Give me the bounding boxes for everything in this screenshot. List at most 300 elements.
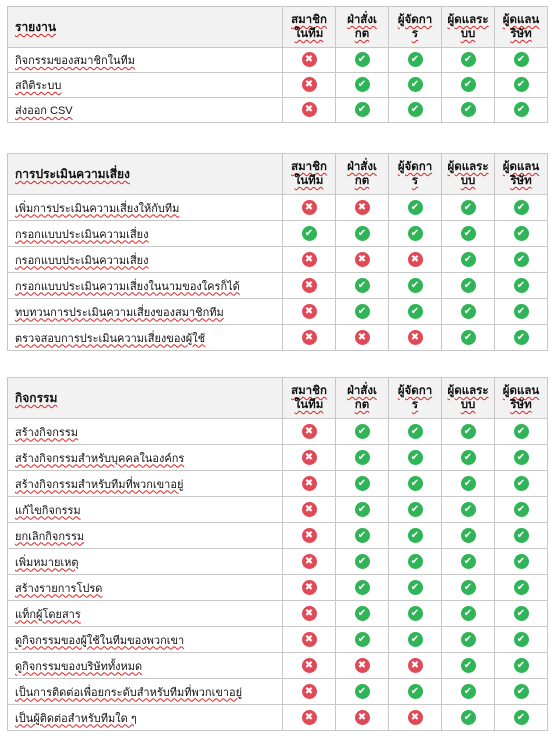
check-circle-icon: ✔ (355, 226, 370, 241)
check-circle-icon: ✔ (461, 77, 476, 92)
permission-cell (336, 419, 389, 445)
permission-label-cell (8, 497, 283, 523)
role-column-header (283, 7, 336, 48)
table-row (8, 48, 548, 73)
check-circle-icon: ✔ (514, 278, 529, 293)
cross-circle-icon: ✖ (302, 710, 317, 725)
check-circle-icon: ✔ (514, 424, 529, 439)
permission-label: เป็นการติดต่อเพื่อยกระดับสำหรับทีมที่พวกเขาอยู่ (15, 686, 243, 699)
role-header-line: ร (411, 399, 419, 411)
permission-cell (283, 419, 336, 445)
check-circle-icon: ✔ (461, 330, 476, 345)
permission-cell (283, 601, 336, 627)
permissions-table (7, 377, 548, 731)
permission-cell (442, 653, 495, 679)
check-circle-icon: ✔ (461, 528, 476, 543)
permission-label-cell (8, 653, 283, 679)
role-header-line: ผู้ดแลน (502, 161, 540, 173)
role-column-header (336, 154, 389, 195)
cross-circle-icon: ✖ (302, 278, 317, 293)
permission-cell (495, 195, 548, 221)
permission-cell (283, 221, 336, 247)
table-row (8, 653, 548, 679)
check-circle-icon: ✔ (408, 278, 423, 293)
check-circle-icon: ✔ (461, 304, 476, 319)
role-column-header (389, 378, 442, 419)
check-circle-icon: ✔ (514, 658, 529, 673)
role-column-header (442, 7, 495, 48)
cross-circle-icon: ✖ (302, 102, 317, 117)
permission-cell (442, 497, 495, 523)
check-circle-icon: ✔ (514, 580, 529, 595)
permission-cell (283, 549, 336, 575)
permission-cell (495, 471, 548, 497)
section-title (8, 154, 283, 195)
cross-circle-icon: ✖ (302, 200, 317, 215)
check-circle-icon: ✔ (408, 424, 423, 439)
permission-cell (495, 299, 548, 325)
check-circle-icon: ✔ (355, 77, 370, 92)
role-header-line: ในทีม (294, 399, 324, 411)
check-circle-icon: ✔ (461, 252, 476, 267)
check-circle-icon: ✔ (355, 278, 370, 293)
permission-cell (442, 549, 495, 575)
permission-cell (389, 325, 442, 351)
permission-cell (495, 679, 548, 705)
permission-label: สถิติระบบ (15, 80, 62, 92)
permission-label: แก้ไขกิจกรรม (15, 504, 81, 517)
permission-cell (389, 627, 442, 653)
role-header-line: ผู้จัดกา (397, 14, 433, 26)
table-row (8, 523, 548, 549)
check-circle-icon: ✔ (355, 528, 370, 543)
permission-cell (389, 705, 442, 731)
permission-label: กิจกรรมของสมาชิกในทีม (15, 55, 135, 67)
section-title-text: รายงาน (15, 20, 57, 34)
permission-label-cell (8, 679, 283, 705)
table-row (8, 195, 548, 221)
check-circle-icon: ✔ (408, 632, 423, 647)
permission-cell (442, 98, 495, 123)
check-circle-icon: ✔ (461, 658, 476, 673)
permission-cell (283, 273, 336, 299)
permission-cell (442, 419, 495, 445)
permission-cell (336, 705, 389, 731)
permission-label-cell (8, 273, 283, 299)
permission-cell (389, 601, 442, 627)
role-header-line: ริษัท (510, 175, 532, 187)
table-row (8, 445, 548, 471)
permission-cell (495, 419, 548, 445)
check-circle-icon: ✔ (408, 52, 423, 67)
permission-cell (283, 679, 336, 705)
role-header-line: ผู้ดแลน (502, 14, 540, 26)
permission-cell (336, 601, 389, 627)
check-circle-icon: ✔ (408, 528, 423, 543)
check-circle-icon: ✔ (461, 502, 476, 517)
check-circle-icon: ✔ (408, 304, 423, 319)
permission-label-cell (8, 523, 283, 549)
check-circle-icon: ✔ (514, 304, 529, 319)
role-header-line: สมาชิก (291, 14, 327, 26)
role-header-line: ร (411, 28, 419, 40)
permission-cell (442, 523, 495, 549)
table-row (8, 627, 548, 653)
permission-cell (389, 299, 442, 325)
permission-cell (283, 653, 336, 679)
role-header-line: กต (354, 399, 370, 411)
check-circle-icon: ✔ (514, 102, 529, 117)
check-circle-icon: ✔ (514, 710, 529, 725)
permissions-table (7, 153, 548, 351)
cross-circle-icon: ✖ (302, 684, 317, 699)
cross-circle-icon: ✖ (302, 632, 317, 647)
check-circle-icon: ✔ (355, 450, 370, 465)
permission-cell (336, 445, 389, 471)
check-circle-icon: ✔ (355, 606, 370, 621)
cross-circle-icon: ✖ (302, 528, 317, 543)
cross-circle-icon: ✖ (408, 252, 423, 267)
permission-cell (336, 48, 389, 73)
table-row (8, 299, 548, 325)
table-row (8, 273, 548, 299)
permission-cell (336, 273, 389, 299)
check-circle-icon: ✔ (408, 502, 423, 517)
cross-circle-icon: ✖ (302, 554, 317, 569)
permission-label: เป็นผู้ติดต่อสำหรับทีมใด ๆ (15, 712, 137, 725)
role-column-header (283, 378, 336, 419)
cross-circle-icon: ✖ (302, 502, 317, 517)
role-header-line: ผู้จัดกา (397, 385, 433, 397)
check-circle-icon: ✔ (355, 102, 370, 117)
check-circle-icon: ✔ (355, 580, 370, 595)
check-circle-icon: ✔ (461, 580, 476, 595)
permission-cell (442, 679, 495, 705)
role-column-header (336, 378, 389, 419)
check-circle-icon: ✔ (514, 632, 529, 647)
permission-cell (442, 247, 495, 273)
permission-cell (495, 575, 548, 601)
permission-cell (283, 445, 336, 471)
permission-label: ทบทวนการประเมินความเสี่ยงของสมาชิกทีม (15, 306, 224, 319)
permission-cell (389, 653, 442, 679)
permission-cell (336, 299, 389, 325)
permission-label-cell (8, 195, 283, 221)
cross-circle-icon: ✖ (302, 252, 317, 267)
cross-circle-icon: ✖ (302, 580, 317, 595)
permission-cell (336, 325, 389, 351)
table-row (8, 247, 548, 273)
role-header-line: ฝ่าสั่งเ (347, 385, 377, 397)
permission-label-cell (8, 221, 283, 247)
check-circle-icon: ✔ (514, 450, 529, 465)
table-row (8, 221, 548, 247)
permission-cell (442, 575, 495, 601)
permission-cell (495, 523, 548, 549)
permission-cell (283, 325, 336, 351)
role-header-line: ผู้ดแลระ (447, 385, 489, 397)
permission-cell (336, 653, 389, 679)
check-circle-icon: ✔ (514, 77, 529, 92)
permission-cell (389, 679, 442, 705)
cross-circle-icon: ✖ (302, 304, 317, 319)
permission-label: สร้างรายการโปรด (15, 582, 103, 595)
check-circle-icon: ✔ (461, 102, 476, 117)
permission-label-cell (8, 627, 283, 653)
check-circle-icon: ✔ (408, 554, 423, 569)
role-column-header (442, 154, 495, 195)
permission-label-cell (8, 471, 283, 497)
permission-cell (495, 705, 548, 731)
permission-cell (389, 273, 442, 299)
section-title-text: การประเมินความเสี่ยง (15, 167, 130, 181)
permission-cell (442, 299, 495, 325)
role-column-header (442, 378, 495, 419)
permission-cell (336, 497, 389, 523)
role-column-header (283, 154, 336, 195)
permission-label-cell (8, 73, 283, 98)
permission-cell (495, 48, 548, 73)
check-circle-icon: ✔ (514, 684, 529, 699)
permission-cell (495, 98, 548, 123)
table-row (8, 497, 548, 523)
permission-cell (389, 98, 442, 123)
check-circle-icon: ✔ (408, 77, 423, 92)
role-header-line: กต (354, 28, 370, 40)
permission-cell (442, 273, 495, 299)
check-circle-icon: ✔ (514, 226, 529, 241)
permission-cell (336, 98, 389, 123)
role-header-line: ฝ่าสั่งเ (347, 161, 377, 173)
cross-circle-icon: ✖ (355, 710, 370, 725)
permission-label-cell (8, 419, 283, 445)
permission-cell (495, 653, 548, 679)
role-column-header (495, 7, 548, 48)
permission-cell (389, 445, 442, 471)
check-circle-icon: ✔ (514, 554, 529, 569)
cross-circle-icon: ✖ (302, 77, 317, 92)
role-column-header (495, 378, 548, 419)
check-circle-icon: ✔ (461, 554, 476, 569)
check-circle-icon: ✔ (355, 554, 370, 569)
check-circle-icon: ✔ (408, 606, 423, 621)
permission-cell (442, 471, 495, 497)
check-circle-icon: ✔ (355, 632, 370, 647)
table-row (8, 549, 548, 575)
permission-cell (283, 247, 336, 273)
permission-cell (442, 325, 495, 351)
check-circle-icon: ✔ (302, 226, 317, 241)
role-header-line: ผู้ดแลน (502, 385, 540, 397)
table-row (8, 73, 548, 98)
check-circle-icon: ✔ (355, 502, 370, 517)
permission-cell (442, 48, 495, 73)
check-circle-icon: ✔ (514, 528, 529, 543)
cross-circle-icon: ✖ (355, 330, 370, 345)
check-circle-icon: ✔ (461, 226, 476, 241)
permission-cell (389, 48, 442, 73)
check-circle-icon: ✔ (355, 52, 370, 67)
check-circle-icon: ✔ (461, 684, 476, 699)
permission-cell (442, 445, 495, 471)
permission-label-cell (8, 48, 283, 73)
permission-cell (283, 497, 336, 523)
permission-cell (283, 195, 336, 221)
check-circle-icon: ✔ (514, 252, 529, 267)
permission-label: ตรวจสอบการประเมินความเสี่ยงของผู้ใช้ (15, 332, 206, 345)
permission-cell (442, 601, 495, 627)
check-circle-icon: ✔ (408, 102, 423, 117)
check-circle-icon: ✔ (461, 200, 476, 215)
check-circle-icon: ✔ (514, 606, 529, 621)
table-row (8, 98, 548, 123)
table-row (8, 419, 548, 445)
permission-cell (442, 627, 495, 653)
check-circle-icon: ✔ (461, 52, 476, 67)
permission-cell (283, 48, 336, 73)
permission-label-cell (8, 299, 283, 325)
table-row (8, 705, 548, 731)
role-header-line: ในทีม (294, 175, 324, 187)
role-header-line: ในทีม (294, 28, 324, 40)
permission-label-cell (8, 247, 283, 273)
role-header-line: ผู้ดแลระ (447, 161, 489, 173)
permission-cell (442, 221, 495, 247)
role-column-header (336, 7, 389, 48)
permission-label: กรอกแบบประเมินความเสี่ยง (15, 228, 149, 241)
permission-label: ดูกิจกรรมของผู้ใช้ในทีมของพวกเขา (15, 634, 185, 647)
check-circle-icon: ✔ (355, 304, 370, 319)
cross-circle-icon: ✖ (302, 52, 317, 67)
section-title (8, 378, 283, 419)
permission-label-cell (8, 98, 283, 123)
permission-label: กรอกแบบประเมินความเสี่ยงในนามของใครก็ได้ (15, 280, 240, 293)
section-title (8, 7, 283, 48)
permission-cell (283, 705, 336, 731)
permission-label-cell (8, 705, 283, 731)
role-header-line: ริษัท (510, 28, 532, 40)
check-circle-icon: ✔ (461, 424, 476, 439)
check-circle-icon: ✔ (408, 450, 423, 465)
permission-cell (442, 195, 495, 221)
table-header-row (8, 7, 548, 48)
cross-circle-icon: ✖ (302, 330, 317, 345)
check-circle-icon: ✔ (408, 684, 423, 699)
permission-label-cell (8, 325, 283, 351)
role-header-line: บบ (460, 28, 476, 40)
cross-circle-icon: ✖ (355, 252, 370, 267)
check-circle-icon: ✔ (461, 450, 476, 465)
role-header-line: ร (411, 175, 419, 187)
permission-cell (495, 247, 548, 273)
check-circle-icon: ✔ (461, 278, 476, 293)
permission-cell (283, 523, 336, 549)
permission-cell (336, 523, 389, 549)
permission-cell (283, 299, 336, 325)
role-header-line: ผู้จัดกา (397, 161, 433, 173)
permission-cell (495, 627, 548, 653)
check-circle-icon: ✔ (461, 606, 476, 621)
permission-label: เพิ่มการประเมินความเสี่ยงให้กับทีม (15, 202, 180, 215)
cross-circle-icon: ✖ (302, 424, 317, 439)
section-title-text: กิจกรรม (15, 391, 58, 405)
permission-cell (495, 601, 548, 627)
permission-label: กรอกแบบประเมินความเสี่ยง (15, 254, 149, 267)
permission-cell (336, 575, 389, 601)
permission-cell (283, 627, 336, 653)
permission-cell (336, 549, 389, 575)
permission-label: สร้างกิจกรรม (15, 426, 79, 439)
permission-cell (283, 73, 336, 98)
cross-circle-icon: ✖ (355, 200, 370, 215)
permission-label: สร้างกิจกรรมสำหรับบุคคลในองค์กร (15, 452, 185, 465)
permission-label-cell (8, 549, 283, 575)
table-header-row (8, 378, 548, 419)
check-circle-icon: ✔ (355, 684, 370, 699)
permission-label: ยกเลิกกิจกรรม (15, 530, 85, 543)
permission-cell (389, 73, 442, 98)
cross-circle-icon: ✖ (408, 710, 423, 725)
role-header-line: ฝ่าสั่งเ (347, 14, 377, 26)
cross-circle-icon: ✖ (355, 658, 370, 673)
permission-cell (389, 523, 442, 549)
permission-cell (389, 221, 442, 247)
permission-cell (495, 325, 548, 351)
cross-circle-icon: ✖ (302, 658, 317, 673)
check-circle-icon: ✔ (514, 502, 529, 517)
permission-cell (336, 195, 389, 221)
check-circle-icon: ✔ (461, 632, 476, 647)
role-column-header (389, 154, 442, 195)
role-header-line: บบ (460, 399, 476, 411)
permission-cell (389, 575, 442, 601)
permission-cell (442, 73, 495, 98)
role-header-line: ผู้ดแลระ (447, 14, 489, 26)
permission-cell (389, 195, 442, 221)
check-circle-icon: ✔ (514, 200, 529, 215)
permission-label-cell (8, 575, 283, 601)
permission-label: ดูกิจกรรมของบริษัททั้งหมด (15, 660, 143, 673)
permission-cell (336, 221, 389, 247)
permission-cell (389, 497, 442, 523)
check-circle-icon: ✔ (408, 200, 423, 215)
permission-cell (283, 471, 336, 497)
table-row (8, 679, 548, 705)
check-circle-icon: ✔ (408, 476, 423, 491)
role-header-line: สมาชิก (291, 385, 327, 397)
permission-cell (495, 73, 548, 98)
cross-circle-icon: ✖ (302, 606, 317, 621)
permission-cell (336, 679, 389, 705)
role-header-line: ริษัท (510, 399, 532, 411)
role-header-line: สมาชิก (291, 161, 327, 173)
check-circle-icon: ✔ (408, 226, 423, 241)
check-circle-icon: ✔ (355, 424, 370, 439)
permission-cell (495, 445, 548, 471)
cross-circle-icon: ✖ (302, 476, 317, 491)
check-circle-icon: ✔ (461, 710, 476, 725)
table-row (8, 575, 548, 601)
check-circle-icon: ✔ (408, 580, 423, 595)
permission-label-cell (8, 601, 283, 627)
permission-cell (336, 471, 389, 497)
permission-label-cell (8, 445, 283, 471)
check-circle-icon: ✔ (514, 330, 529, 345)
permission-cell (495, 549, 548, 575)
table-row (8, 325, 548, 351)
role-header-line: กต (354, 175, 370, 187)
permission-cell (495, 273, 548, 299)
